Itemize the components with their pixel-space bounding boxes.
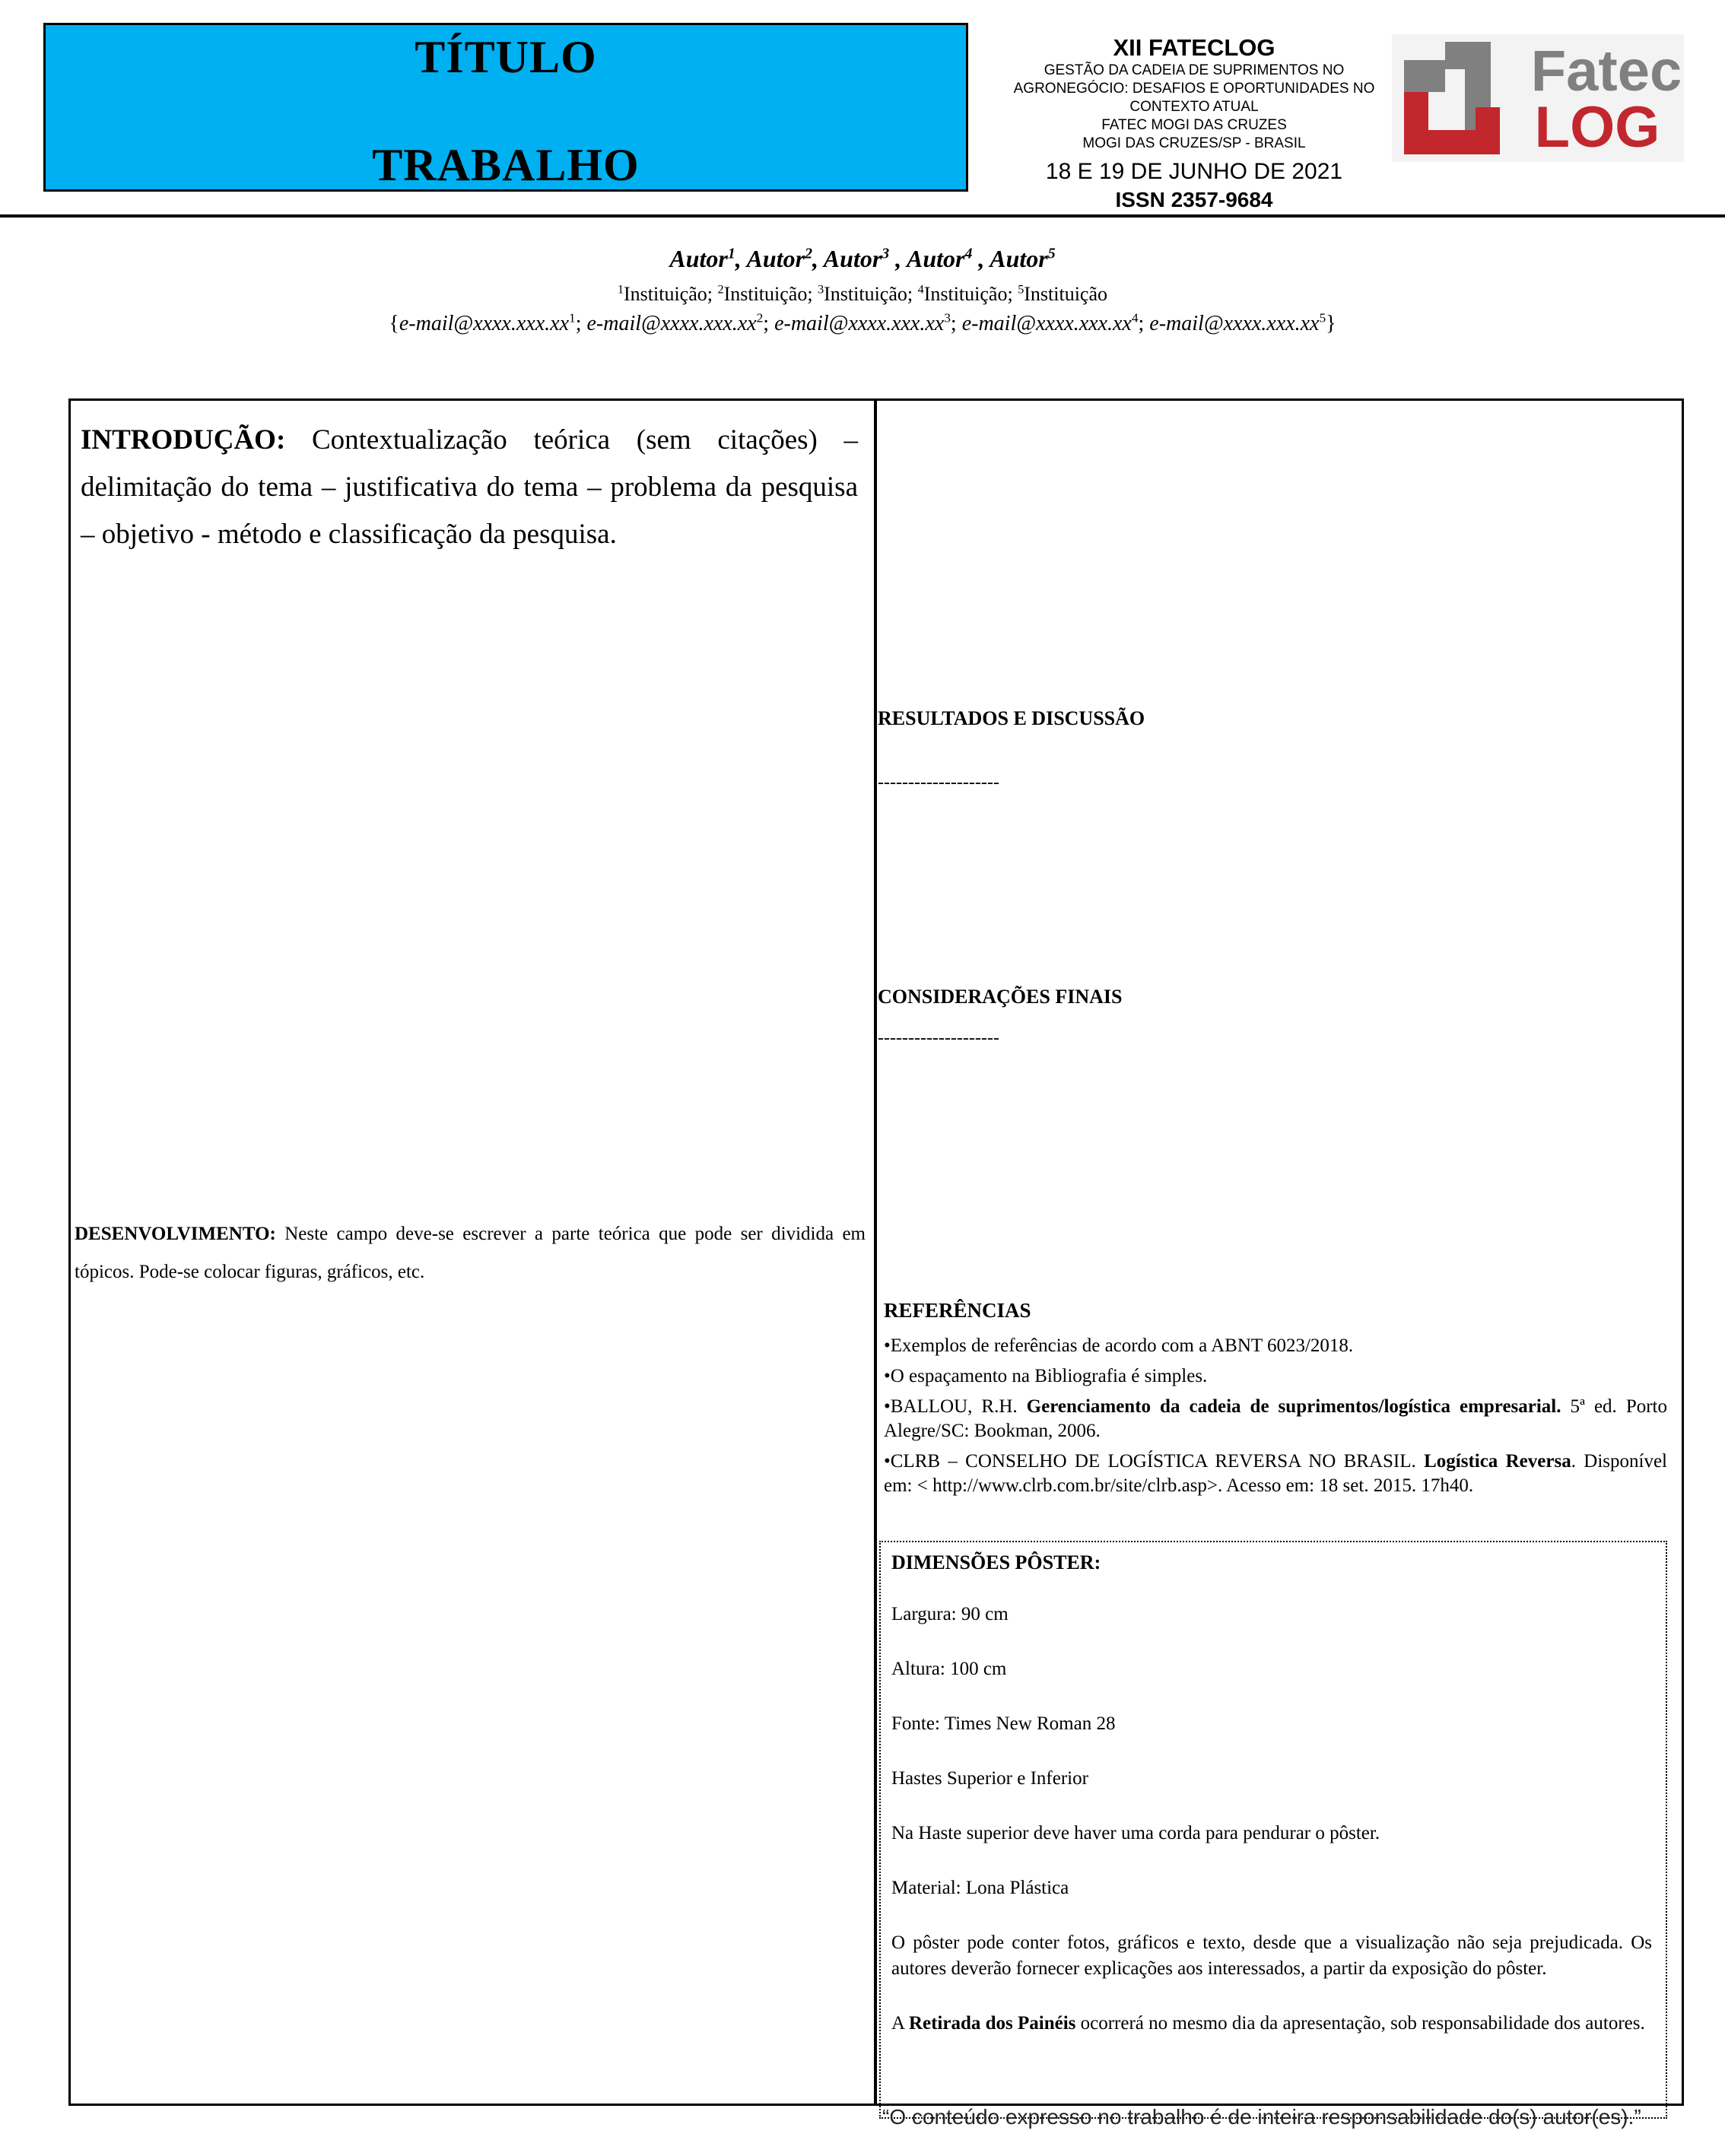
event-subtitle-line: GESTÃO DA CADEIA DE SUPRIMENTOS NO [1044,62,1345,78]
development-section [75,1215,866,1291]
dimension-font: Fonte: Times New Roman 28 [891,1713,1116,1734]
dimensions-title: DIMENSÕES PÔSTER: [891,1551,1101,1573]
removal-text: A [891,2013,909,2034]
fateclog-logo-icon [1392,34,1684,162]
event-subtitle-line: CONTEXTO ATUAL [1129,99,1259,115]
institution-list: $^1$Instituição; $^2$Instituição; $^3$Instituição; $^4$Instituição; $^5$Instituição [617,283,1108,305]
poster-dimensions-content [891,1551,1652,2037]
institution: Instituição [624,283,707,305]
event-subtitle-line: AGRONEGÓCIO: DESAFIOS E OPORTUNIDADES NO [1013,81,1375,97]
references-list [884,1334,1667,1504]
dimension-material: Material: Lona Plástica [891,1878,1069,1898]
introduction-heading: INTRODUÇÃO: [81,424,286,456]
logo-text-fatec: Fatec [1530,39,1682,103]
references-heading: REFERÊNCIAS [884,1299,1031,1322]
introduction-text: Contextualização teórica (sem citações) – delimitação do tema – justificativa do tema – problema da pesquisa – objetivo - método e classificação da pesquisa. [81,424,858,550]
reference-text: . Disponível em: < http://www.clrb.com.br/site/clrb.asp>. Acesso em: 18 set. 2015. 17h40. [884,1451,1667,1496]
reference-title: Gerenciamento da cadeia de suprimentos/logística empresarial. [1026,1396,1561,1417]
reference-item: •O espaçamento na Bibliografia é simples. [884,1366,1208,1386]
removal-text: ocorrerá no mesmo dia da apresentação, sob responsabilidade dos autores. [1075,2013,1645,2034]
author-email: e-mail@xxxx.xxx.xx [774,312,945,335]
author-list: Autor$^1$, Autor$^2$, Autor$^3$ , Autor$^4$ , Autor$^5$ [669,245,1056,272]
logo-text-log: LOG [1534,95,1660,160]
author-name: Autor [990,245,1048,272]
author-name: Autor [823,245,882,272]
event-info [981,34,1407,214]
column-divider [874,398,877,2106]
event-subtitle-line: MOGI DAS CRUZES/SP - BRASIL [1082,135,1306,151]
event-date: 18 E 19 DE JUNHO DE 2021 [1045,159,1343,184]
author-name: Autor [907,245,965,272]
dimension-width: Largura: 90 cm [891,1604,1009,1624]
final-considerations-heading: CONSIDERAÇÕES FINAIS [878,986,1123,1008]
institution: Instituição [824,283,907,305]
dimension-content-note: O pôster pode conter fotos, gráficos e texto, desde que a visualização não seja prejudicada. Os autores deverão fornecer explicações aos interessados, a partir da exposição do pôster. [891,1932,1652,1979]
reference-title: Logística Reversa [1424,1451,1571,1472]
reference-item [884,1395,1667,1443]
dimension-rods: Hastes Superior e Inferior [891,1768,1088,1789]
institution: Instituição [1024,283,1108,305]
author-email: e-mail@xxxx.xxx.xx [399,312,569,335]
institution: Instituição [723,283,808,305]
issn: ISSN 2357-9684 [1115,188,1273,211]
development-heading: DESENVOLVIMENTO: [75,1224,276,1244]
dimension-height: Altura: 100 cm [891,1659,1007,1679]
author-email: e-mail@xxxx.xxx.xx [586,312,757,335]
author-name: Autor [746,245,805,272]
event-subtitle-line: FATEC MOGI DAS CRUZES [1101,117,1287,133]
author-email: e-mail@xxxx.xxx.xx [1149,312,1320,335]
results-placeholder: -------------------- [878,773,999,792]
header-divider [0,214,1725,218]
fateclog-logo [1392,34,1684,162]
removal-highlight: Retirada dos Painéis [908,2013,1076,2034]
email-list: {$e-mail@xxxx.xxx.xx^1$; $e-mail@xxxx.xxx.xx^2$; $e-mail@xxxx.xxx.xx^3$; $e-mail@xxxx.xxx.xx^4$; $e-mail@xxxx.xxx.xx^5$} [389,310,1336,335]
author-email: e-mail@xxxx.xxx.xx [961,312,1132,335]
final-considerations-placeholder: -------------------- [878,1028,999,1048]
responsibility-disclaimer: “O conteúdo expresso no trabalho é de inteira responsabilidade do(s) autor(es).” [882,2105,1641,2129]
institution: Instituição [923,283,1008,305]
development-text: Neste campo deve-se escrever a parte teórica que pode ser dividida em tópicos. Pode-se colocar figuras, gráficos, etc. [75,1224,866,1282]
introduction-section [81,417,858,558]
event-name: XII FATECLOG [1113,34,1275,61]
title-line-1: TÍTULO [415,32,597,82]
reference-item [884,1450,1667,1498]
removal-note [891,2011,1652,2037]
title-box [43,23,968,192]
title-line-2: TRABALHO [372,140,640,190]
reference-text: •BALLOU, R.H. [884,1396,1027,1417]
results-heading: RESULTADOS E DISCUSSÃO [878,707,1145,729]
author-name: Autor [669,245,728,272]
dimension-rope: Na Haste superior deve haver uma corda para pendurar o pôster. [891,1823,1380,1843]
reference-item: •Exemplos de referências de acordo com a ABNT 6023/2018. [884,1335,1354,1356]
reference-text: 5ª ed. Porto Alegre/SC: Bookman, 2006. [884,1396,1667,1441]
reference-text: •CLRB – CONSELHO DE LOGÍSTICA REVERSA NO BRASIL. [884,1451,1425,1472]
